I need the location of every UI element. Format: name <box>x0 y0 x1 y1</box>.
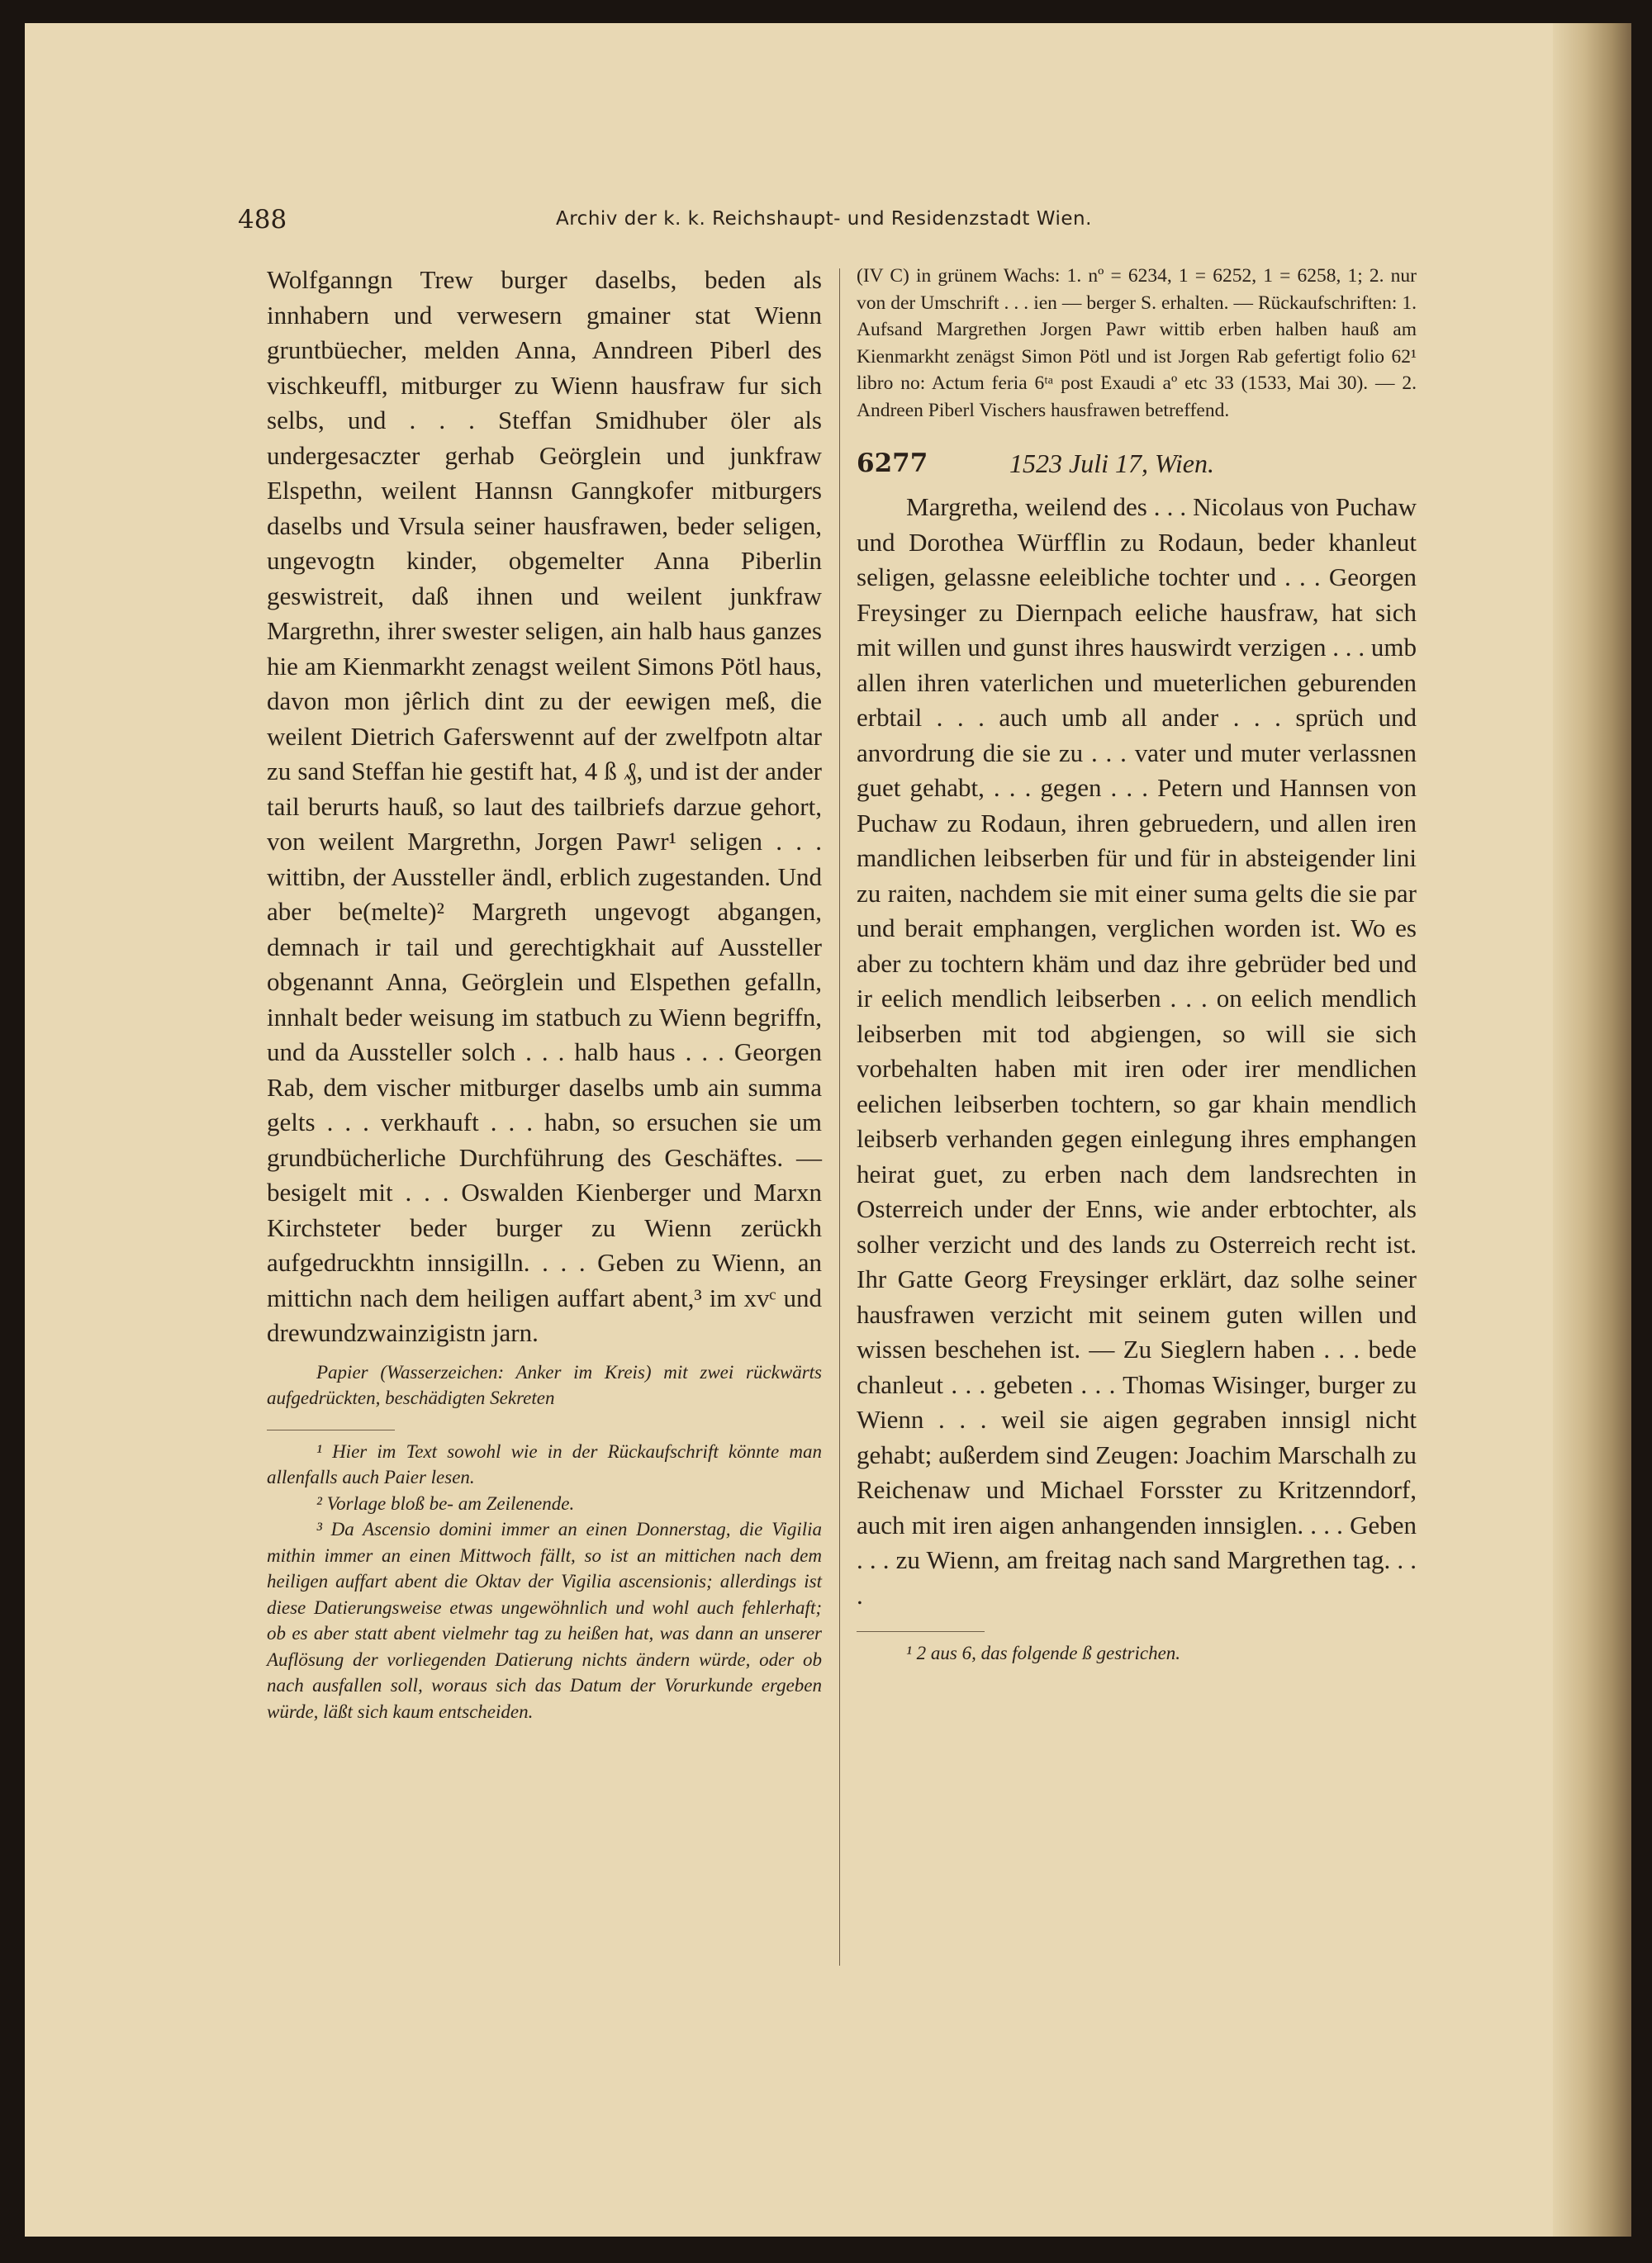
left-body-text: Wolfganngn Trew burger daselbs, beden als innhabern und verwesern gmainer stat Wienn gruntbüecher, melden Anna, Anndreen Piberl des vischkeuffl, mitburger zu Wienn hausfraw fur sich selbs, und . . . Steffan Smidhuber öler als undergesaczter gerhab Geörglein und junkfraw Elspethn, weilent Hannsn Ganngkofer mitburgers daselbs und Vrsula seiner hausfrawen, beder seligen, ungevogtn kinder, obgemelter Anna Piberlin geswistreit, daß ihnen und weilent junkfraw Margrethn, ihrer swester seligen, ain halb haus ganzes hie am Kienmarkht zenagst weilent Simons Pötl haus, davon mon jêrlich dint zu der eewigen meß, die weilent Dietrich Gaferswennt auf der zwelfpotn altar zu sand Steffan hie gestift hat, 4 ß ₰, und ist der ander tail berurts hauß, so laut des tailbriefs darzue gehort, von weilent Margrethn, Jorgen Pawr¹ seligen . . . wittibn, der Aussteller ändl, erblich zugestanden. Und aber be(melte)² Margreth ungevogt abgangen, demnach ir tail und gerechtigkhait auf Aussteller obgenannt Anna, Geörglein und Elspethen gefalln, innhalt beder weisung im statbuch zu Wienn begriffn, und da Aussteller solch . . . halb haus . . . Georgen Rab, dem vischer mitburger daselbs umb ain summa gelts . . . verkhauft . . . habn, so ersuchen sie um grundbücherliche Durchführung des Geschäftes. — besigelt mit . . . Oswalden Kienberger und Marxn Kirchsteter beder burger zu Wienn zerückh aufgedruckhtn innsigilln. . . . Geben zu Wienn, an mittichn nach dem heiligen auffart abent,³ im xvᶜ und drewundzwainzigistn jarn. <box>267 265 822 1347</box>
left-column <box>267 263 822 1725</box>
footnote-1: ¹ Hier im Text sowohl wie in der Rückaufschrift könnte man allenfalls auch Paier lesen. <box>267 1440 822 1487</box>
seal-description: Papier (Wasserzeichen: Anker im Kreis) mit zwei rückwärts aufgedrückten, beschädigten Sekreten <box>267 1361 822 1408</box>
page-number: 488 <box>238 205 287 235</box>
right-body-text: Margretha, weilend des . . . Nicolaus von Puchaw und Dorothea Würfflin zu Rodaun, beder khanleut seligen, gelassne eeleibliche tochter und . . . Georgen Freysinger zu Diernpach eeliche hausfraw, hat sich mit willen und gunst ihres hauswirdt verzigen . . . umb allen ihren vaterlichen und mueterlichen geburenden erbtail . . . auch umb all ander . . . sprüch und anvordrung die sie zu . . . vater und muter verlassnen guet gehabt, . . . gegen . . . Petern und Hannsen von Puchaw zu Rodaun, ihren gebruedern, und allen iren mandlichen leibserben für und für in absteigender lini zu raiten, nachdem sie mit einer suma gelts die sie par und berait emphangen, verglichen worden ist. Wo es aber zu tochtern khäm und daz ihre gebrüder bed und ir eelich mendlich leibserben . . . on eelich mendlich leibserben mit tod abgiengen, so will sie sich vorbehalten haben mit iren oder irer mendlichen eelichen leibserben tochtern, so gar khain mendlich leibserb verhanden gegen einlegung ihres emphangen heirat guet, zu erben nach dem landsrechten in Osterreich under der Enns, wie ander erbtochter, als solher verzicht und des lands zu Osterreich recht ist. Ihr Gatte Georg Freysinger erklärt, daz solhe seiner hausfrawen verzicht mit seinem guten willen und wissen beschehen ist. — Zu Sieglern haben . . . bede chanleut . . . gebeten . . . Thomas Wisinger, burger zu Wienn . . . weil sie aigen gegraben innsigl nicht gehabt; außerdem sind Zeugen: Joachim Marschalh zu Reichenaw und Michael Forsster zu Kritzenndorf, auch mit iren aigen anhangenden innsiglen. . . . Geben . . . zu Wienn, am freitag nach sand Margrethen tag. . . . <box>857 492 1417 1610</box>
footnote-rule-right <box>857 1631 985 1632</box>
seal-continuation: (IV C) in grünem Wachs: 1. nº = 6234, 1 = 6252, 1 = 6258, 1; 2. nur von der Umschrift . . . ien — berger S. erhalten. — Rückaufschriften: 1. Aufsand Margrethen Jorgen Pawr wittib erben halben hauß am Kienmarkht zenägst Simon Pötl und ist Jorgen Rab gefertigt folio 62¹ libro no: Actum feria 6ᵗᵃ post Exaudi aº etc 33 (1533, Mai 30). — 2. Andreen Piberl Vischers hausfrawen betreffend. <box>857 265 1417 421</box>
column-divider <box>839 268 840 1966</box>
running-title: Archiv der k. k. Reichshaupt- und Residenzstadt Wien. <box>556 208 1092 230</box>
document-date: 1523 Juli 17, Wien. <box>1009 448 1214 478</box>
document-number: 6277 <box>857 448 928 478</box>
page-header <box>238 205 1113 241</box>
document-heading <box>857 448 1417 486</box>
footnote-right-1: ¹ 2 aus 6, das folgende ß gestrichen. <box>906 1643 1181 1663</box>
footnote-2: ² Vorlage bloß be- am Zeilenende. <box>316 1492 575 1514</box>
right-column <box>857 263 1417 1667</box>
book-spine-shadow <box>1553 23 1631 2237</box>
footnote-3: ³ Da Ascensio domini immer an einen Donnerstag, die Vigilia mithin immer an einen Mittwoch fällt, so ist an mittichen nach dem heiligen auffart abent die Oktav der Vigilia ascensionis; allerdings ist diese Datierungsweise etwas ungewöhnlich und wohl auch fehlerhaft; ob es aber statt abent vielmehr tag zu heißen hat, was dann an unserer Auflösung der vorliegenden Datierung nichts ändern würde, oder ob nach ausfallen soll, woraus sich das Datum der Vorurkunde ergeben würde, läßt sich kaum entscheiden. <box>267 1519 822 1722</box>
